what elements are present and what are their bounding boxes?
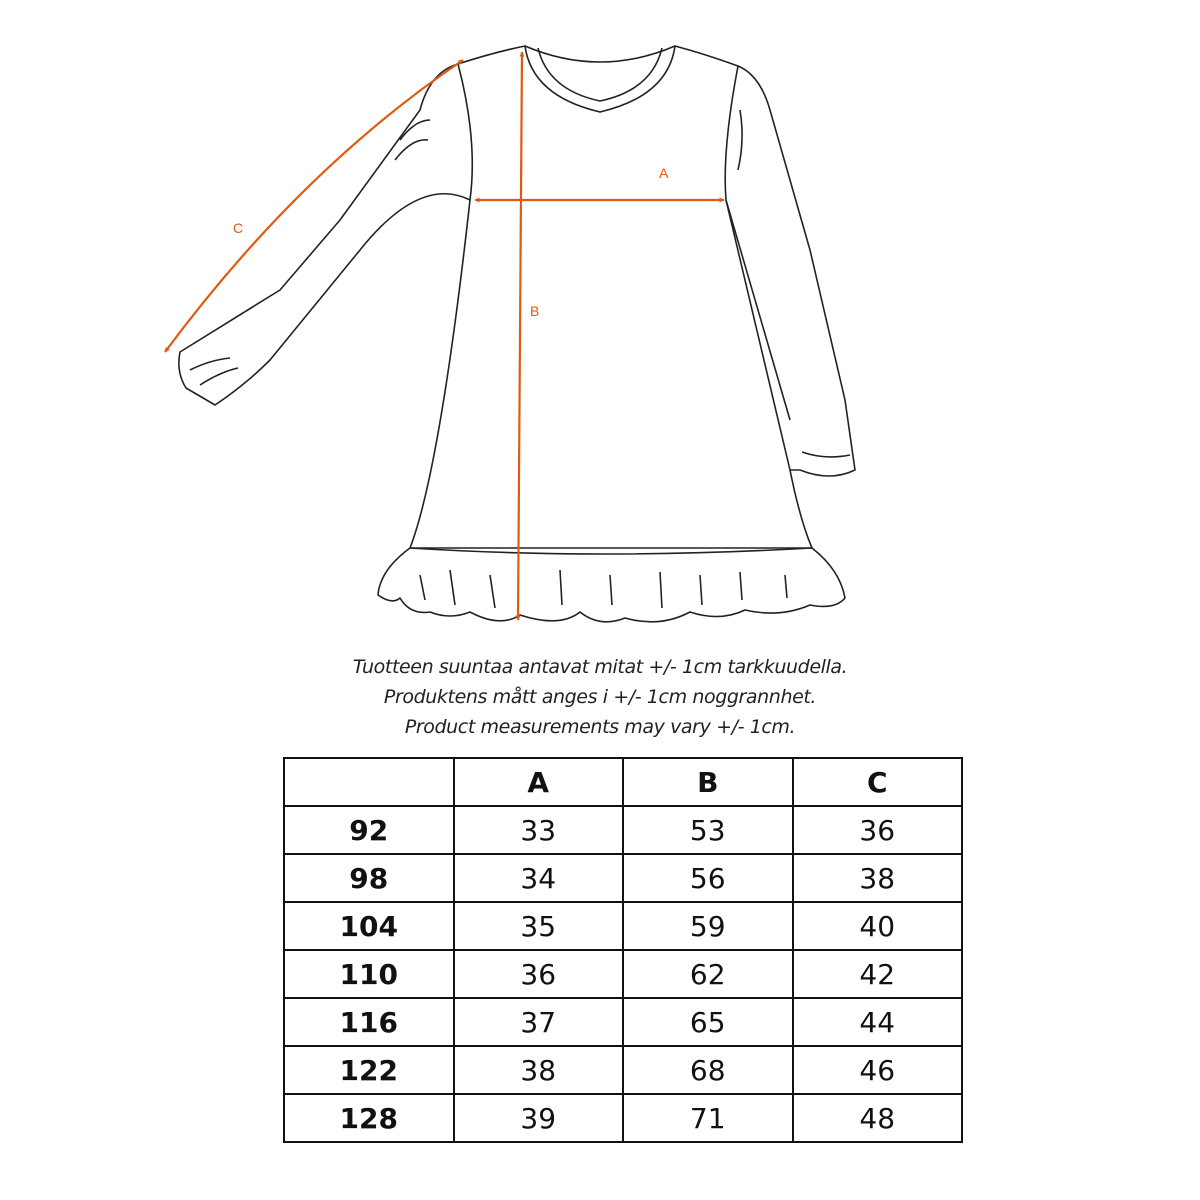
value-c: 36 [793,806,963,854]
value-a: 36 [454,950,624,998]
dress-outline [179,46,855,622]
label-a: A [659,165,669,181]
table-row [284,1094,962,1142]
value-b: 53 [623,806,793,854]
value-a: 37 [454,998,624,1046]
note-finnish: Tuotteen suuntaa antavat mitat +/- 1cm tarkkuudella. [352,656,848,678]
header-size [284,758,454,806]
value-b: 71 [623,1094,793,1142]
value-c: 48 [793,1094,963,1142]
value-c: 46 [793,1046,963,1094]
table-row [284,902,962,950]
value-b: 62 [623,950,793,998]
table-row [284,950,962,998]
size-cell: 110 [284,950,454,998]
value-a: 35 [454,902,624,950]
value-c: 42 [793,950,963,998]
size-cell: 122 [284,1046,454,1094]
size-table [283,757,963,1143]
header-c: C [793,758,963,806]
size-cell: 92 [284,806,454,854]
value-b: 68 [623,1046,793,1094]
table-row [284,854,962,902]
value-c: 38 [793,854,963,902]
value-a: 34 [454,854,624,902]
value-c: 44 [793,998,963,1046]
size-cell: 116 [284,998,454,1046]
table-header-row [284,758,962,806]
size-cell: 98 [284,854,454,902]
table-row [284,806,962,854]
size-cell: 104 [284,902,454,950]
value-b: 59 [623,902,793,950]
note-english: Product measurements may vary +/- 1cm. [404,716,796,738]
measurement-notes [0,652,1200,742]
value-b: 65 [623,998,793,1046]
header-a: A [454,758,624,806]
size-cell: 128 [284,1094,454,1142]
note-swedish: Produktens mått anges i +/- 1cm noggrannhet. [383,686,817,708]
table-row [284,1046,962,1094]
value-a: 39 [454,1094,624,1142]
label-b: B [530,303,540,319]
header-b: B [623,758,793,806]
value-b: 56 [623,854,793,902]
value-a: 38 [454,1046,624,1094]
table-row [284,998,962,1046]
arrow-c [165,60,463,352]
value-a: 33 [454,806,624,854]
value-c: 40 [793,902,963,950]
label-c: C [233,220,244,236]
